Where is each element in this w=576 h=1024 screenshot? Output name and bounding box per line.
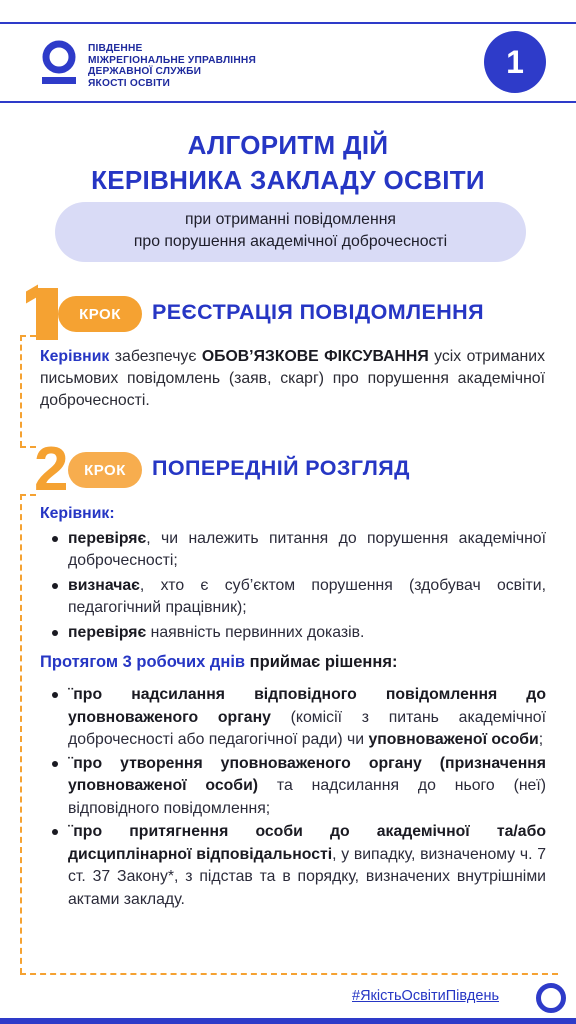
title-line-1: АЛГОРИТМ ДІЙ [187,130,389,160]
list-item [48,684,546,752]
step-1-rest: усіх отриманих письмових повідомлень (заяв, скарг) про порушення академічної доброчесності. [40,348,545,409]
footer-bar [0,1018,576,1024]
list-item-bold: ¨про надсилання відповідного повідомлення до уповноваженого органу [68,686,546,726]
org-name-line: ПІВДЕННЕ [88,43,143,54]
step-2-badge: КРОК [68,452,142,488]
step-1-subject: Керівник [40,348,110,365]
step-1-emphasis: ОБОВ’ЯЗКОВЕ ФІКСУВАННЯ [201,348,429,365]
list-item-text: (комісії з питань академічної доброчесності або педагогічної ради) чи [68,708,546,748]
list-item [48,753,546,821]
list-item-text: ; [538,731,544,748]
list-item-text: , хто є суб’єктом порушення (здобувач освіти, педагогічний працівник); [68,577,546,616]
list-item [48,622,546,644]
step-1-verb: забезпечує [109,348,202,365]
step-2-checklist [48,528,546,647]
subtitle-line-1: при отриманні повідомлення [185,211,396,228]
list-item-bold: ¨про притягнення особи до академічної та/або дисциплінарної відповідальності [68,823,546,863]
header-divider-bottom [0,101,576,103]
page-title [0,128,576,198]
org-logo-icon [40,40,78,86]
title-line-2: КЕРІВНИКА ЗАКЛАДУ ОСВІТИ [91,165,485,195]
dashed-connector [20,973,558,975]
step-1-number-shape [36,288,58,340]
dashed-connector [20,335,22,447]
list-item-text: , у випадку, визначеному ч. 7 ст. 37 Закону*, з підстав та в порядку, визначених внутрішніми актами закладу. [68,845,546,908]
step-2-number: 2 [34,435,69,504]
org-name [88,43,256,89]
decision-lead [40,653,398,672]
footer-logo-icon [536,983,566,1013]
decision-rest: приймає рішення: [245,653,398,671]
dashed-connector [20,494,22,974]
list-item [48,575,546,619]
list-item [48,821,546,911]
decision-list [48,684,546,912]
step-1-text [40,346,545,412]
list-item-bold: перевіряє [68,530,147,547]
step-2-heading: ПОПЕРЕДНІЙ РОЗГЛЯД [152,456,410,480]
list-item-text: та надсилання до нього (неї) відповідного повідомлення; [68,777,546,817]
list-item-bold: перевіряє [68,624,147,641]
list-item-text: , чи належить питання до порушення академічної доброчесності; [68,530,546,569]
list-item-bold: уповноваженої особи [368,731,539,748]
step-1-badge: КРОК [58,296,142,332]
header-divider-top [0,22,576,24]
step-2-lead: Керівник: [40,505,115,522]
list-item [48,528,546,572]
org-name-line: ДЕРЖАВНОЇ СЛУЖБИ [88,66,202,77]
org-name-line: ЯКОСТІ ОСВІТИ [88,77,171,89]
subtitle-box [55,202,526,262]
dashed-connector [20,335,36,337]
org-name-line: МІЖРЕГІОНАЛЬНЕ УПРАВЛІННЯ [88,54,256,66]
step-1-heading: РЕЄСТРАЦІЯ ПОВІДОМЛЕННЯ [152,300,484,324]
page-number-badge: 1 [484,31,546,93]
hashtag-link[interactable]: #ЯкістьОсвітиПівдень [352,988,500,1004]
list-item-bold: ¨про утворення уповноваженого органу (призначення уповноваженої особи) [68,754,546,794]
list-item-text: наявність первинних доказів. [146,624,365,641]
list-item-bold: визначає [68,577,140,594]
decision-deadline: Протягом 3 робочих днів [40,653,246,671]
subtitle-line-2: про порушення академічної доброчесності [133,233,448,250]
dashed-connector [20,494,36,496]
